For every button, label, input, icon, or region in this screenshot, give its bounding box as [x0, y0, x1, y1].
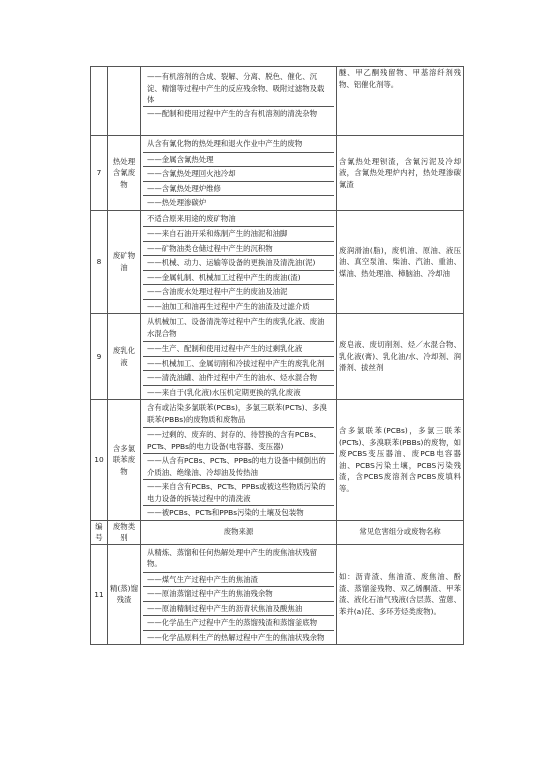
waste-sources — [141, 544, 337, 645]
waste-category: 废乳化液 — [108, 314, 141, 400]
source-intro: 从含有氰化物的热处理和退火作业中产生的废物 — [143, 136, 334, 153]
row-number: 8 — [91, 210, 108, 314]
table-row — [91, 67, 464, 136]
source-intro: 从机械加工、设备清洗等过程中产生的废乳化液、废油水混合物 — [143, 314, 334, 342]
table-row — [91, 136, 464, 211]
source-intro: 含有或沾染多氯联苯(PCBs)，多氯三联苯(PCTs)、多溴联苯(PBBs)的废物质和废物品 — [143, 400, 334, 428]
waste-sources — [141, 136, 337, 211]
source-intro: 不适合原来用途的废矿物油 — [143, 211, 334, 228]
source-item: ——来自于(乳化液)水压机定期更换的乳化废液 — [147, 387, 301, 397]
source-item: ——有机溶剂的合成、裂解、分离、脱色、催化、沉淀、精馏等过程中产生的反应残余物、吸附过滤物及载体 — [143, 67, 334, 107]
header-names: 常见危害组分或废物名称 — [337, 520, 464, 544]
hazardous-waste-table — [90, 66, 464, 645]
waste-category: 精(蒸)馏残渣 — [108, 544, 141, 645]
source-item: ——化学品生产过程中产生的蒸馏残渣和蒸馏釜底物 — [143, 616, 334, 631]
source-item: ——清洗油罐、油件过程中产生的油水、烃水混合物 — [143, 371, 334, 386]
table-row — [91, 210, 464, 314]
source-item: ——配制和使用过程中产生的含有机溶剂的清洗杂物 — [147, 109, 317, 118]
waste-sources — [141, 210, 337, 314]
row-number: 7 — [91, 136, 108, 211]
table-row — [91, 314, 464, 400]
row-number: 9 — [91, 314, 108, 400]
source-item: ——金属轧制、机械加工过程中产生的废油(渣) — [143, 271, 334, 286]
waste-sources — [141, 67, 337, 136]
waste-sources — [141, 400, 337, 521]
row-number: 11 — [91, 544, 108, 645]
row-number — [91, 67, 108, 136]
source-item: ——过剩的、废弃的、封存的、待替换的含有PCBs、PCTs、PPBs的电力设备(电容器、变压器) — [143, 428, 334, 454]
common-names: 含氰热处理钡渣，含氰污泥及冷却液，含氰热处理炉内衬，热处理渗碳氰渣 — [337, 136, 464, 211]
source-item: ——来自含有PCBs、PCTs、PPBs或被这些物质污染的电力设备的拆装过程中的清洗液 — [143, 480, 334, 506]
waste-sources — [141, 314, 337, 400]
header-category: 废物类别 — [108, 520, 141, 544]
source-item: ——矿物油类仓储过程中产生的沉积物 — [143, 242, 334, 257]
source-item: ——机械加工、金属切削和冷拔过程中产生的废乳化剂 — [143, 357, 334, 372]
source-intro: 从精炼、蒸馏和任何热解处理中产生的废焦油状残留物。 — [143, 545, 334, 573]
source-item: ——含氰热处理回火池冷却 — [143, 167, 334, 182]
source-item: ——原油精制过程中产生的沥青状焦油及酸焦油 — [143, 602, 334, 617]
source-item: ——热处理渗碳炉 — [147, 198, 207, 207]
waste-category: 热处理含氰废物 — [108, 136, 141, 211]
waste-category: 含多氯联苯废物 — [108, 400, 141, 521]
table-row — [91, 400, 464, 521]
row-number: 10 — [91, 400, 108, 521]
header-number: 编号 — [91, 520, 108, 544]
common-names: 如：沥青渣、焦油渣、废焦油、酚渣、蒸馏釜残物、双乙烯酮渣、甲苯渣、液化石油气残液(含层蒸、萤蒽、苯并(a)芘、多环芳烃类废物)。 — [337, 544, 464, 645]
waste-category: 废矿物油 — [108, 210, 141, 314]
source-item: ——金属含氰热处理 — [143, 153, 334, 168]
source-item: ——原油蒸馏过程中产生的焦油残余物 — [143, 587, 334, 602]
source-item: ——油加工和油再生过程中产生的油渣及过滤介质 — [147, 301, 310, 311]
header-source: 废物来源 — [141, 520, 337, 544]
table-row — [91, 544, 464, 645]
source-item: ——被PCBs、PCTs和PPBs污染的土壤及包装物 — [147, 508, 304, 517]
source-item: ——生产、配制和使用过程中产生的过剩乳化液 — [143, 342, 334, 357]
source-item: ——含油废水处理过程中产生的废油及油泥 — [143, 285, 334, 300]
common-names: 废润滑油(脂)，废机油、原油、液压油、真空泵油、柴油、汽油、重油、煤油、热处理油、樟脑油、冷却油 — [337, 210, 464, 314]
common-names: 醚、甲乙酮残留物、甲基溶纤剂残物、铝催化剂等。 — [337, 67, 464, 136]
source-item: ——含氰热处理炉维修 — [143, 182, 334, 197]
waste-category — [108, 67, 141, 136]
common-names: 含多氯联苯(PCBs)，多氯三联苯(PCTs)、多溴联苯(PBBs)的废物，如废PCBS变压器油、废PCB电容器油、PCBS污染土壤，PCBS污染残渣，含PCBS废溶剂含PCBS废填料等。 — [337, 400, 464, 521]
source-item: ——化学品原料生产的热解过程中产生的焦油状残余物 — [147, 632, 325, 642]
source-item: ——煤气生产过程中产生的焦油渣 — [143, 573, 334, 588]
source-item: ——机械、动力、运输等设备的更换油及清洗油(泥) — [143, 256, 334, 271]
table-header-row — [91, 520, 464, 544]
common-names: 废皂液、废切削剂、烃／水混合物、乳化液(膏)、乳化油/水、冷却剂、润滑剂、拔丝剂 — [337, 314, 464, 400]
source-item: ——从含有PCBs、PCTs、PPBs的电力设备中倾倒出的介质油、绝缘油、冷却油及传热油 — [143, 454, 334, 480]
source-item: ——来自石油开采和炼制产生的油泥和油脚 — [143, 227, 334, 242]
